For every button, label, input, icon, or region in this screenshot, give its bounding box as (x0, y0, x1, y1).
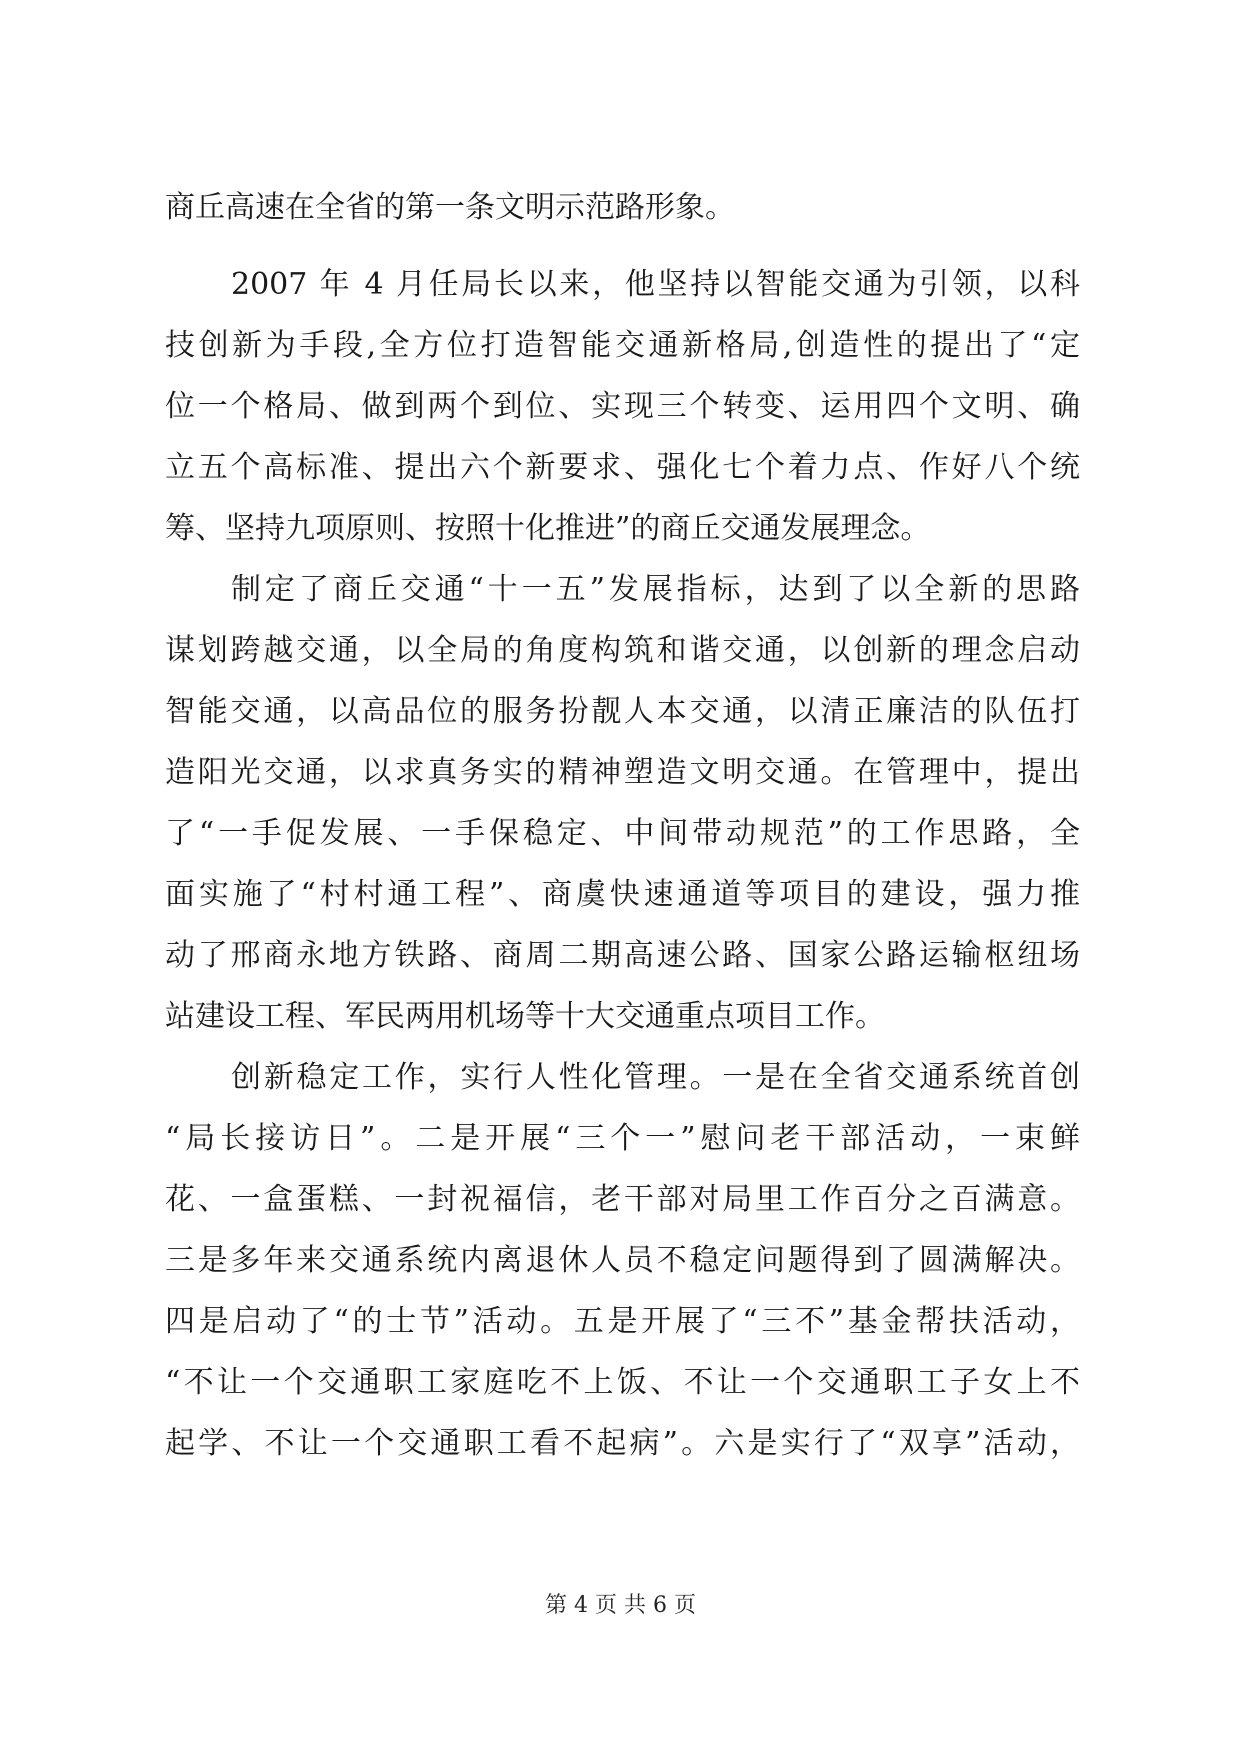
text-line: 四是启动了“的士节”活动。五是开展了“三不”基金帮扶活动， (165, 1304, 1080, 1339)
paragraph-first-line: 2007 年 4 月任局长以来，他坚持以智能交通为引领，以科 (231, 267, 1080, 302)
text-line: 造阳光交通，以求真务实的精神塑造文明交通。在管理中，提出 (165, 755, 1080, 790)
text-line: 站建设工程、军民两用机场等十大交通重点项目工作。 (165, 999, 885, 1034)
page-footer: 第 4 页 共 6 页 (545, 1593, 696, 1618)
text-line: 面实施了“村村通工程”、商虞快速通道等项目的建设，强力推 (165, 877, 1080, 912)
text-line: “不让一个交通职工家庭吃不上饭、不让一个交通职工子女上不 (165, 1365, 1080, 1400)
paragraph-first-line: 制定了商丘交通“十一五”发展指标，达到了以全新的思路 (231, 572, 1080, 607)
text-line: 立五个高标准、提出六个新要求、强化七个着力点、作好八个统 (165, 450, 1080, 485)
text-line: 了“一手促发展、一手保稳定、中间带动规范”的工作思路，全 (165, 816, 1080, 851)
text-line: 三是多年来交通系统内离退休人员不稳定问题得到了圆满解决。 (165, 1243, 1080, 1278)
text-line: 技创新为手段,全方位打造智能交通新格局,创造性的提出了“定 (165, 328, 1080, 363)
text-line: 动了邢商永地方铁路、商周二期高速公路、国家公路运输枢纽场 (165, 938, 1080, 973)
text-line: 商丘高速在全省的第一条文明示范路形象。 (165, 190, 735, 225)
text-line: 筹、坚持九项原则、按照十化推进”的商丘交通发展理念。 (165, 511, 931, 546)
text-line: 位一个格局、做到两个到位、实现三个转变、运用四个文明、确 (165, 389, 1080, 424)
paragraph-first-line: 创新稳定工作，实行人性化管理。一是在全省交通系统首创 (231, 1060, 1080, 1095)
text-line: 谋划跨越交通，以全局的角度构筑和谐交通，以创新的理念启动 (165, 633, 1080, 668)
text-line: 智能交通，以高品位的服务扮靓人本交通，以清正廉洁的队伍打 (165, 694, 1080, 729)
text-line: 起学、不让一个交通职工看不起病”。六是实行了“双享”活动， (165, 1426, 1080, 1461)
text-line: “局长接访日”。二是开展“三个一”慰问老干部活动，一束鲜 (165, 1121, 1080, 1156)
text-line: 花、一盒蛋糕、一封祝福信，老干部对局里工作百分之百满意。 (165, 1182, 1080, 1217)
